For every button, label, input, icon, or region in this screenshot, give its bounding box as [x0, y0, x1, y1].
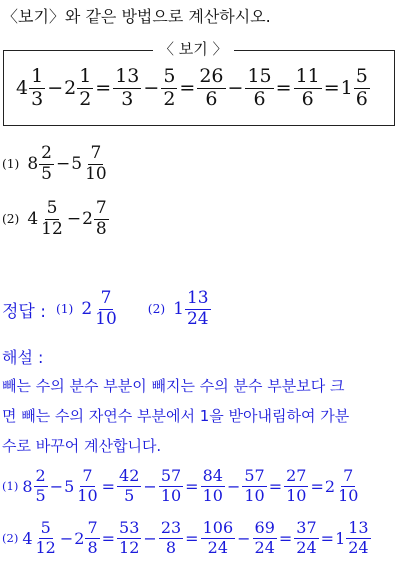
example-operator: = — [179, 77, 196, 100]
step-fraction — [34, 468, 48, 505]
step-operator: = — [185, 476, 199, 496]
example-operator: − — [47, 77, 64, 100]
problem-whole-number: 2 — [82, 209, 93, 230]
example-fraction — [29, 67, 45, 110]
step-numerator: 69 — [254, 518, 275, 537]
example-fraction — [161, 67, 177, 110]
answer-2 — [148, 290, 212, 329]
step-fraction — [75, 468, 99, 505]
problem-label: (1) — [2, 157, 20, 172]
step-operator: = — [101, 476, 116, 496]
example-whole-number: 1 — [340, 77, 353, 100]
example-denominator: 6 — [205, 87, 218, 110]
example-box-title: 〈 보기 〉 — [153, 38, 234, 59]
step-fraction — [85, 520, 99, 557]
step-numerator: 7 — [82, 466, 93, 485]
step-operator: = — [268, 476, 283, 496]
step-denominator: 8 — [165, 537, 177, 557]
instruction: 〈보기〉와 같은 방법으로 계산하시오. — [2, 7, 271, 26]
problem-fraction — [83, 145, 109, 184]
problem-operator: − — [56, 154, 71, 175]
step-operator: − — [226, 476, 241, 496]
explanation-step-2 — [2, 520, 372, 557]
answer-whole-number: 1 — [173, 299, 184, 320]
step-denominator: 24 — [207, 537, 229, 557]
problem-numerator: 7 — [90, 143, 102, 163]
step-numerator: 84 — [202, 466, 223, 485]
example-denominator: 3 — [121, 87, 134, 110]
problem-denominator: 12 — [41, 218, 63, 239]
example-numerator: 1 — [79, 65, 92, 87]
answer-numerator: 7 — [100, 288, 112, 308]
example-operator: − — [227, 77, 244, 100]
answer-label: (2) — [147, 302, 166, 317]
step-denominator: 5 — [124, 485, 135, 505]
explanation-step-1 — [2, 468, 361, 505]
example-operator: = — [95, 77, 112, 100]
step-fraction — [159, 468, 183, 505]
example-denominator: 6 — [253, 87, 266, 110]
step-fraction — [346, 520, 370, 557]
step-fraction — [159, 520, 183, 557]
problem-numerator: 2 — [41, 143, 52, 163]
step-denominator: 12 — [35, 537, 56, 557]
step-denominator: 10 — [202, 485, 223, 505]
step-whole-number: 4 — [22, 528, 33, 548]
example-expression — [16, 67, 371, 110]
answer-1 — [56, 290, 120, 329]
step-denominator: 24 — [254, 537, 275, 557]
problem-operator: − — [66, 209, 82, 230]
step-denominator: 8 — [87, 537, 98, 557]
example-fraction — [197, 67, 225, 110]
step-operator: = — [278, 528, 293, 548]
example-numerator: 1 — [31, 65, 44, 87]
step-numerator: 42 — [119, 466, 140, 485]
answer-fraction — [93, 290, 119, 329]
step-numerator: 7 — [343, 466, 354, 485]
step-operator: − — [143, 528, 157, 548]
answer-denominator: 10 — [95, 308, 117, 329]
problem-denominator: 10 — [85, 163, 107, 184]
problem-2 — [2, 200, 110, 239]
example-operator: = — [323, 77, 340, 100]
answer-row — [2, 290, 212, 329]
step-whole-number: 5 — [64, 476, 75, 496]
answer-whole-number: 2 — [81, 299, 93, 320]
problem-fraction — [94, 200, 109, 239]
example-numerator: 5 — [355, 65, 368, 87]
step-denominator: 5 — [35, 485, 46, 505]
step-denominator: 10 — [286, 485, 307, 505]
step-fraction — [117, 520, 141, 557]
problem-numerator: 7 — [95, 198, 107, 218]
problem-denominator: 5 — [41, 163, 52, 184]
answer-denominator: 24 — [186, 308, 209, 329]
example-numerator: 11 — [295, 65, 320, 87]
step-denominator: 10 — [244, 485, 265, 505]
explanation-line-1: 빼는 수의 분수 부분이 빼지는 수의 분수 부분보다 크 — [2, 377, 345, 395]
step-denominator: 10 — [160, 485, 182, 505]
step-whole-number: 2 — [74, 528, 85, 548]
step-numerator: 53 — [119, 518, 140, 537]
problem-fraction — [39, 200, 65, 239]
problem-1 — [2, 145, 110, 184]
step-fraction — [117, 468, 141, 505]
explanation-line-2: 면 빼는 수의 자연수 부분에서 1을 받아내림하여 가분 — [2, 407, 350, 425]
step-operator: = — [185, 528, 199, 548]
step-operator: − — [49, 476, 64, 496]
step-numerator: 13 — [348, 518, 369, 537]
problem-denominator: 8 — [95, 218, 107, 239]
step-operator: − — [143, 476, 157, 496]
step-numerator: 5 — [40, 518, 51, 537]
example-fraction — [354, 67, 370, 110]
step-denominator: 10 — [77, 485, 98, 505]
problem-label: (2) — [2, 212, 20, 227]
step-numerator: 57 — [160, 466, 182, 485]
step-numerator: 7 — [87, 518, 98, 537]
step-operator: = — [320, 528, 335, 548]
example-numerator: 5 — [163, 65, 176, 87]
example-operator: = — [275, 77, 292, 100]
example-numerator: 15 — [247, 65, 272, 87]
step-whole-number: 1 — [335, 528, 346, 548]
answer-numerator: 13 — [186, 288, 209, 308]
step-numerator: 106 — [202, 518, 234, 537]
step-numerator: 57 — [244, 466, 265, 485]
step-fraction — [253, 520, 277, 557]
problem-whole-number: 8 — [27, 154, 39, 175]
answer-label: (1) — [55, 302, 74, 317]
step-operator: − — [237, 528, 251, 548]
step-fraction — [201, 468, 225, 505]
answer-heading: 정답 : — [2, 301, 46, 322]
example-denominator: 2 — [79, 87, 92, 110]
example-whole-number: 2 — [64, 77, 77, 100]
step-denominator: 10 — [338, 485, 359, 505]
example-fraction — [245, 67, 273, 110]
step-label: (2) — [2, 531, 19, 546]
step-label: (1) — [2, 479, 19, 494]
step-operator: = — [310, 476, 324, 496]
step-operator: − — [59, 528, 74, 548]
explanation-heading: 해설 : — [2, 348, 44, 367]
step-denominator: 24 — [348, 537, 369, 557]
example-numerator: 26 — [199, 65, 224, 87]
example-denominator: 6 — [355, 87, 368, 110]
step-numerator: 23 — [160, 518, 182, 537]
step-denominator: 12 — [119, 537, 140, 557]
step-fraction — [242, 468, 266, 505]
example-fraction — [294, 67, 322, 110]
step-fraction — [34, 520, 58, 557]
problem-numerator: 5 — [46, 198, 58, 218]
example-denominator: 6 — [301, 87, 314, 110]
explanation-line-3: 수로 바꾸어 계산합니다. — [2, 437, 162, 455]
problem-whole-number: 5 — [71, 154, 83, 175]
example-operator: − — [143, 77, 160, 100]
step-operator: = — [101, 528, 116, 548]
example-fraction — [77, 67, 93, 110]
problem-whole-number: 4 — [27, 209, 39, 230]
step-numerator: 27 — [286, 466, 307, 485]
answer-fraction — [185, 290, 211, 329]
step-numerator: 37 — [296, 518, 317, 537]
example-denominator: 2 — [163, 87, 176, 110]
step-numerator: 2 — [35, 466, 46, 485]
step-fraction — [336, 468, 360, 505]
step-fraction — [201, 520, 236, 557]
step-denominator: 24 — [296, 537, 317, 557]
step-fraction — [284, 468, 308, 505]
example-numerator: 13 — [115, 65, 140, 87]
step-fraction — [294, 520, 318, 557]
step-whole-number: 8 — [22, 476, 33, 496]
step-whole-number: 2 — [324, 476, 336, 496]
problem-fraction — [39, 145, 54, 184]
example-denominator: 3 — [31, 87, 44, 110]
example-fraction — [113, 67, 141, 110]
example-whole-number: 4 — [16, 77, 29, 100]
